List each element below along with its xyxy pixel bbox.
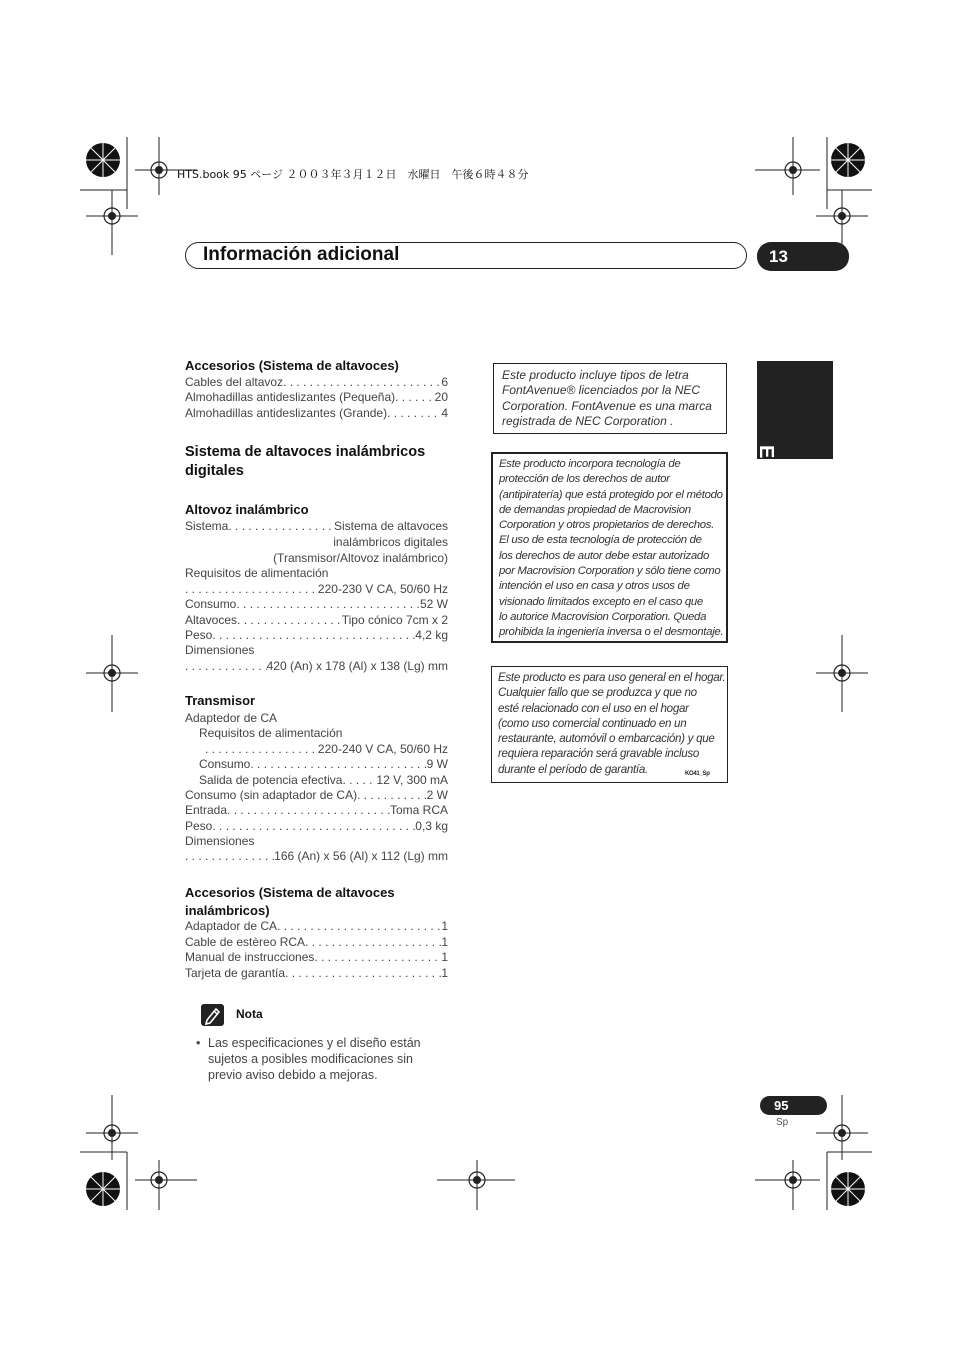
- spec-label: Dimensiones: [185, 834, 255, 848]
- spec-row: Entrada . . . Toma RCA: [185, 803, 448, 819]
- pencil-icon: [201, 1004, 224, 1026]
- spec-row: Almohadillas antideslizantes (Pequeña) . . . 20: [185, 390, 448, 406]
- spec-row: Sistema . . . Sistema de altavoces: [185, 519, 448, 535]
- section-title-sistema: Sistema de altavoces inalámbricos digitales: [185, 444, 426, 479]
- spec-row: Cable de estèreo RCA . . . 1: [185, 935, 448, 951]
- section-title-accesorios-inalambricos: Accesorios (Sistema de altavoces inalámbricos): [185, 885, 395, 918]
- page-title: Información adicional: [203, 244, 400, 265]
- spec-row: Altavoces . . . Tipo cónico 7cm x 2: [185, 613, 448, 629]
- language-tab: [755, 361, 833, 523]
- section-title-accesorios: Accesorios (Sistema de altavoces): [185, 358, 399, 373]
- spec-row: . . . 220-240 V CA, 50/60 Hz: [205, 742, 448, 758]
- page-number: 95: [760, 1096, 827, 1115]
- spec-row: Manual de instrucciones . . . 1: [185, 950, 448, 966]
- spec-row: Peso . . . 4,2 kg: [185, 628, 448, 644]
- spec-row: Consumo (sin adaptador de CA) . . . 2 W: [185, 788, 448, 804]
- print-header: HTS.book 95 ページ ２００３年３月１２日 水曜日 午後６時４８分: [177, 168, 529, 181]
- spec-value: (Transmisor/Altovoz inalámbrico): [273, 551, 448, 565]
- section-title-altavoz: Altovoz inalámbrico: [185, 502, 309, 517]
- spec-row: Consumo . . . 52 W: [185, 597, 448, 613]
- bullet-mark: •: [196, 1036, 201, 1050]
- spec-value: inalámbricos digitales: [333, 535, 448, 549]
- warranty-notice: Este producto es para uso general en el hogar. Cualquier fallo que se produzca y que no esté relacionado con el uso en el hogar (como uso comercial continuado en un restaurante, automóvil o embarcación) y que requiera reparación será gravable incluso durante el período de garantía. KO41_Sp: [491, 666, 728, 783]
- spec-row: Tarjeta de garantía . . . 1: [185, 966, 448, 982]
- spec-row: Cables del altavoz . . . 6: [185, 375, 448, 391]
- spec-row: Peso . . . 0,3 kg: [185, 819, 448, 835]
- spec-row: Salida de potencia efectiva . . . 12 V, 300 mA: [199, 773, 448, 789]
- page-language: Sp: [776, 1117, 789, 1128]
- spec-label: Requisitos de alimentación: [185, 566, 329, 580]
- spec-row: . . . 220-230 V CA, 50/60 Hz: [185, 582, 448, 598]
- macrovision-notice: Este producto incorpora tecnología de protección de los derechos de autor (antipiratería) que está protegido por el método de demandas propiedad de Macrovision Corporation y otros propietarios de derechos. El uso de esta tecnología de protección de los derechos de autor debe estar autorizado por Macrovision Corporation y sólo tiene como intención el uso en casa y otros usos de visionado limitados excepto en el caso que lo autorice Macrovision Corporation. Queda prohibida la ingeniería inversa o el desmontaje.: [491, 452, 728, 643]
- spec-label: Adaptedor de CA: [185, 711, 278, 725]
- section-title-transmisor: Transmisor: [185, 693, 256, 708]
- spec-label: Dimensiones: [185, 643, 255, 657]
- spec-row: Consumo . . . 9 W: [199, 757, 448, 773]
- spec-row: Almohadillas antideslizantes (Grande) . . . 4: [185, 406, 448, 422]
- note-text: Las especificaciones y el diseño están sujetos a posibles modificaciones sin previo aviso debido a mejoras.: [208, 1036, 421, 1082]
- fontavenue-notice: Este producto incluye tipos de letra FontAvenue® licenciados por la NEC Corporation. FontAvenue es una marca registrada de NEC Corporation .: [493, 363, 727, 434]
- spec-row: Adaptador de CA . . . 1: [185, 919, 448, 935]
- spec-row: . . . 420 (An) x 178 (Al) x 138 (Lg) mm: [185, 659, 448, 675]
- spec-label: Requisitos de alimentación: [199, 726, 343, 740]
- spec-row: . . . 166 (An) x 56 (Al) x 112 (Lg) mm: [185, 849, 448, 865]
- note-label: Nota: [236, 1007, 263, 1021]
- language-tab-label: Español: [755, 445, 777, 523]
- chapter-badge: 13: [757, 242, 849, 271]
- notice-code: KO41_Sp: [685, 771, 710, 777]
